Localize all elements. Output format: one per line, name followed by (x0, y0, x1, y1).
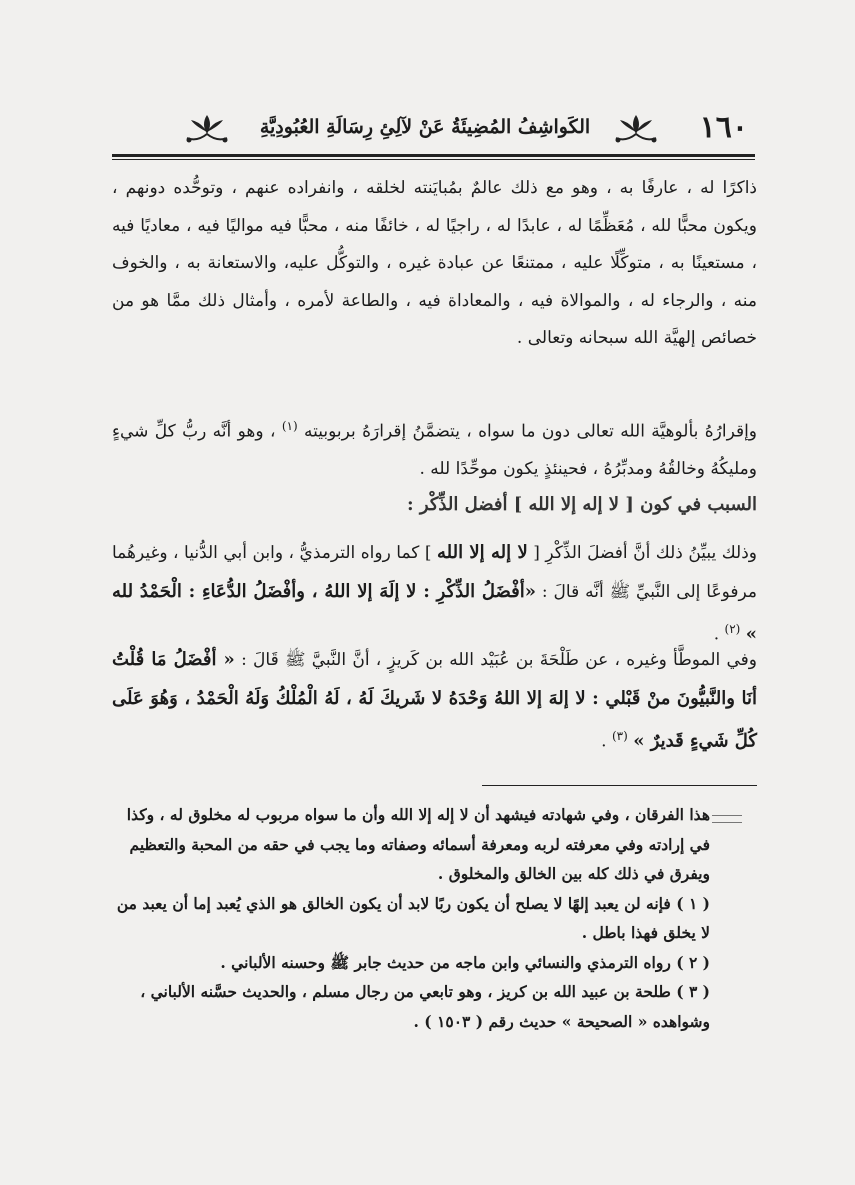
body-paragraph-4 (112, 641, 757, 761)
paragraph-text: ، وهو أنَّه ربُّ كلِّ شيءٍ ومليكُهُ وخالقُهُ ومدبِّرُهُ ، فحينئذٍ يكون موحِّدًا لله . (112, 421, 757, 480)
body-paragraph-2 (112, 408, 757, 489)
body-paragraph-3 (112, 534, 757, 654)
footnote-ref-1[interactable]: (١) (281, 419, 298, 433)
floral-ornament-icon (183, 112, 231, 146)
body-paragraph-1 (112, 170, 757, 358)
paragraph-text: ] كما رواه الترمذيُّ ، وابن أبي الدُّنيا ، وغيرهُما مرفوعًا إلى النَّبيِّ ﷺ أنَّه قالَ : (112, 543, 757, 602)
footnote-continuation: هذا الفرقان ، وفي شهادته فيشهد أن لا إله إلا الله وأن ما سواه مربوب له مخلوق له ، وكذا في إرادته وفي معرفته لربه ومعرفة أسمائه وصفاته وما يجب في حقه من المحبة والتعظيم ويفرق في ذلك كله بين الخالق والمخلوق . (126, 805, 710, 883)
continuation-mark-icon (712, 815, 742, 823)
footnote-2: ( ٢ ) رواه الترمذي والنسائي وابن ماجه من حديث جابر ﷺ وحسنه الألباني . (220, 952, 710, 972)
footnotes (112, 800, 710, 1036)
header-rule-thin (112, 159, 755, 160)
running-header-title: الكَواشِفُ المُضِيئَةُ عَنْ لآلِئِ رِسَالَةِ العُبُودِيَّةِ (259, 116, 591, 138)
paragraph-end: . (601, 731, 607, 752)
paragraph-text: وفي الموطَّأ وغيره ، عن طَلْحَةَ بن عُبَيْد الله بن كَريزٍ ، أنَّ النَّبيَّ ﷺ قَالَ : (241, 650, 758, 670)
hadith-quote: « أفْضَلُ مَا قُلْتُ أنَا والنَّبيُّونَ منْ قَبْلي : لا إلهَ إلا اللهُ وَحْدَهُ لا شَريكَ لَهُ ، لَهُ الْمُلْكُ وَلَهُ الْحَمْدُ ، وَهُوَ عَلَى كُلِّ شَيءٍ قَديرٌ » (112, 649, 757, 752)
paragraph-text: وإقرارُهُ بألوهيَّة الله تعالى دون ما سواه ، يتضمَّنُ إقرارَهُ بربوبيته (304, 421, 758, 442)
floral-ornament-icon (612, 112, 660, 146)
footnote-separator (482, 785, 757, 786)
footnote-ref-2[interactable]: (٢) (724, 622, 741, 636)
shahada-phrase: لا إله إلا الله (436, 542, 528, 563)
section-heading: السبب في كون [ لا إله إلا الله ] أفضل الذِّكْر : (407, 494, 757, 515)
hadith-quote: «أفْضَلُ الذِّكْرِ : لا إلَهَ إلا اللهُ ، وأفْضَلُ الدُّعَاءِ : الْحَمْدُ لله » (112, 580, 757, 645)
paragraph-text: ذاكرًا له ، عارفًا به ، وهو مع ذلك عالمٌ بمُبايَنته لخلقه ، وانفراده عنهم ، وتوحُّده دونهم ، ويكون محبًّا لله ، مُعَظِّمًا له ، عابدًا له ، راجيًا له ، خائفًا منه ، محبًّا فيه مواليًا فيه ، معاديًا فيه ، مستعينًا به ، متوكِّلًا عليه ، ممتنعًا عن عبادة غيره ، والتوكُّل عليه، والاستعانة به ، والخوف منه ، والرجاء له ، والموالاة فيه ، والمعاداة فيه ، والطاعة لأمره ، وأمثال ذلك ممَّا هو من خصائص إلهيَّة الله سبحانه وتعالى . (112, 178, 757, 348)
header-rule (112, 154, 755, 157)
footnote-ref-3[interactable]: (٣) (611, 729, 628, 743)
paragraph-text: وذلك يبيِّنُ ذلك أنَّ أفضلَ الذِّكْرِ [ (533, 543, 758, 563)
page-number: ١٦٠ (699, 110, 748, 145)
footnote-3: ( ٣ ) طلحة بن عبيد الله بن كريز ، وهو تابعي من رجال مسلم ، والحديث حسَّنه الألباني ، وشواهده « الصحيحة » حديث رقم ( ١٥٠٣ ) . (140, 982, 710, 1031)
footnote-1: ( ١ ) فإنه لن يعبد إلهًا لا يصلح أن يكون ربًا لابد أن يكون الخالق هو الذي يُعبد إما أن يعبد من لا يخلق فهذا باطل . (116, 893, 710, 942)
paragraph-end: . (713, 624, 720, 645)
